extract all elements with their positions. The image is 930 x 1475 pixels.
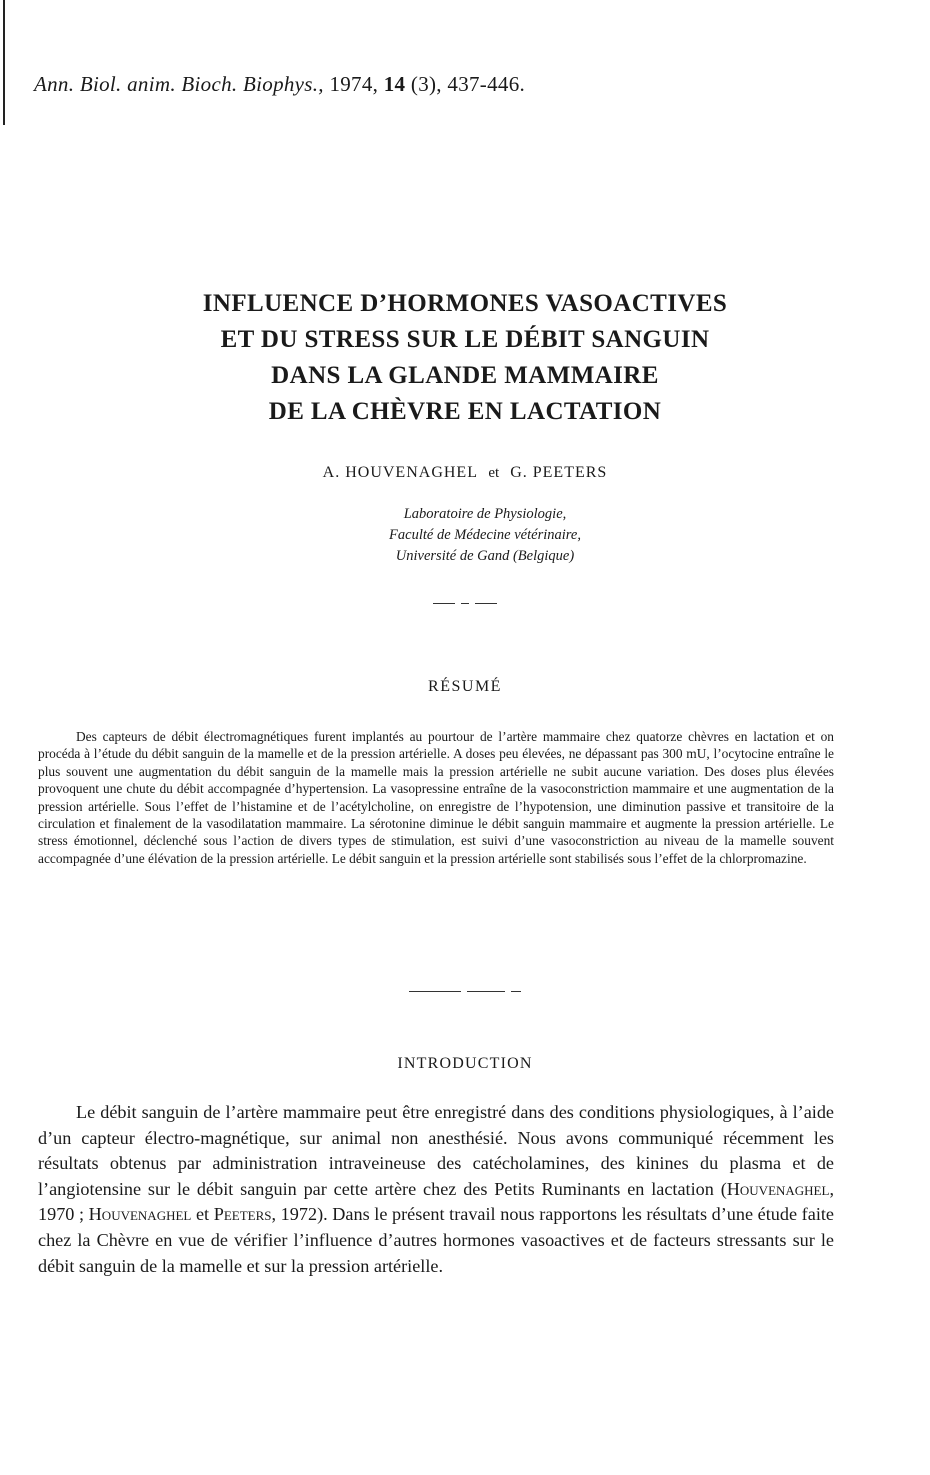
citation-author-2a: Houvenaghel bbox=[88, 1204, 192, 1225]
margin-rule bbox=[3, 0, 5, 125]
title-line-2: ET DU STRESS SUR LE DÉBIT SANGUIN bbox=[220, 326, 710, 353]
affiliation-line-3: Université de Gand (Belgique) bbox=[395, 548, 575, 564]
introduction-heading: INTRODUCTION bbox=[397, 1055, 533, 1072]
author-2: G. PEETERS bbox=[510, 464, 608, 481]
section-separator-1 bbox=[0, 603, 930, 604]
affiliation-line-2: Faculté de Médecine vétérinaire, bbox=[389, 527, 581, 543]
affiliation bbox=[0, 504, 930, 567]
intro-text-b: ). Dans le présent travail nous rapportons les résultats d’une étude faite chez la Chèvre en vue de vérifier l’influence d’autres hormones vasoactives et de facteurs stressants sur le débit sanguin de la mamelle et sur la pression artérielle. bbox=[38, 1204, 834, 1276]
introduction-paragraph bbox=[38, 1100, 834, 1279]
author-1: A. HOUVENAGHEL bbox=[322, 464, 478, 481]
journal-name: Ann. Biol. anim. Bioch. Biophys., bbox=[34, 72, 324, 96]
article-title bbox=[0, 286, 930, 430]
citation-year-1: , 1970 ; bbox=[38, 1178, 834, 1225]
citation-author-1: Houvenaghel bbox=[726, 1178, 830, 1199]
title-line-4: DE LA CHÈVRE EN LACTATION bbox=[268, 398, 662, 425]
author-conjunction: et bbox=[488, 465, 500, 481]
citation-et: et bbox=[191, 1204, 214, 1225]
journal-issue-pages: (3), 437-446. bbox=[410, 72, 526, 96]
citation-year-2: , 1972 bbox=[271, 1204, 318, 1225]
journal-year: 1974, bbox=[329, 72, 379, 96]
author-list bbox=[0, 464, 930, 482]
affiliation-line-1: Laboratoire de Physiologie, bbox=[403, 506, 567, 522]
resume-paragraph: Des capteurs de débit électromagnétiques furent implantés au pourtour de l’artère mammaire chez quatorze chèvres en lactation et on procéda à l’étude du débit sanguin de la mamelle et de la pression artérielle. A doses peu élevées, ne dépassant pas 300 mU, l’ocytocine entraîne le plus souvent une augmentation du débit sanguin de la mamelle mais la pression artérielle ne subit aucune variation. Des doses plus élevées provoquent une chute du débit accompagnée d’hypertension. La vasopressine entraîne de la vasoconstriction mammaire et une augmentation de la pression artérielle. Sous l’effet de l’histamine et de l’acétylcholine, on enregistre de l’hypotension, une diminution passive et transitoire de la circulation et finalement de la vasodilatation mammaire. La sérotonine diminue le débit sanguin mammaire et augmente la pression artérielle. Le stress émotionnel, déclenché sous l’action de divers types de stimulation, est suivi d’une vasoconstriction au niveau de la mamelle souvent accompagnée d’une élévation de la pression artérielle. Le débit sanguin et la pression artérielle sont stabilisés sous l’effet de la chlorpromazine. bbox=[38, 729, 834, 866]
resume-heading: RÉSUMÉ bbox=[428, 678, 502, 695]
title-line-1: INFLUENCE D’HORMONES VASOACTIVES bbox=[202, 290, 728, 317]
journal-citation bbox=[34, 72, 525, 97]
citation-author-2b: Peeters bbox=[213, 1204, 272, 1225]
title-line-3: DANS LA GLANDE MAMMAIRE bbox=[271, 362, 659, 389]
intro-text-a: Le débit sanguin de l’artère mammaire peut être enregistré dans des conditions physiologiques, à l’aide d’un capteur électro-magnétique, sur animal non anesthésié. Nous avons communiqué récemment les résultats obtenus par administration intraveineuse des catécholamines, des kinines du plasma et de l’angiotensine sur le débit sanguin par cette artère chez des Petits Ruminants en lactation ( bbox=[38, 1102, 834, 1199]
journal-volume: 14 bbox=[383, 72, 406, 96]
section-separator-2 bbox=[0, 991, 930, 992]
